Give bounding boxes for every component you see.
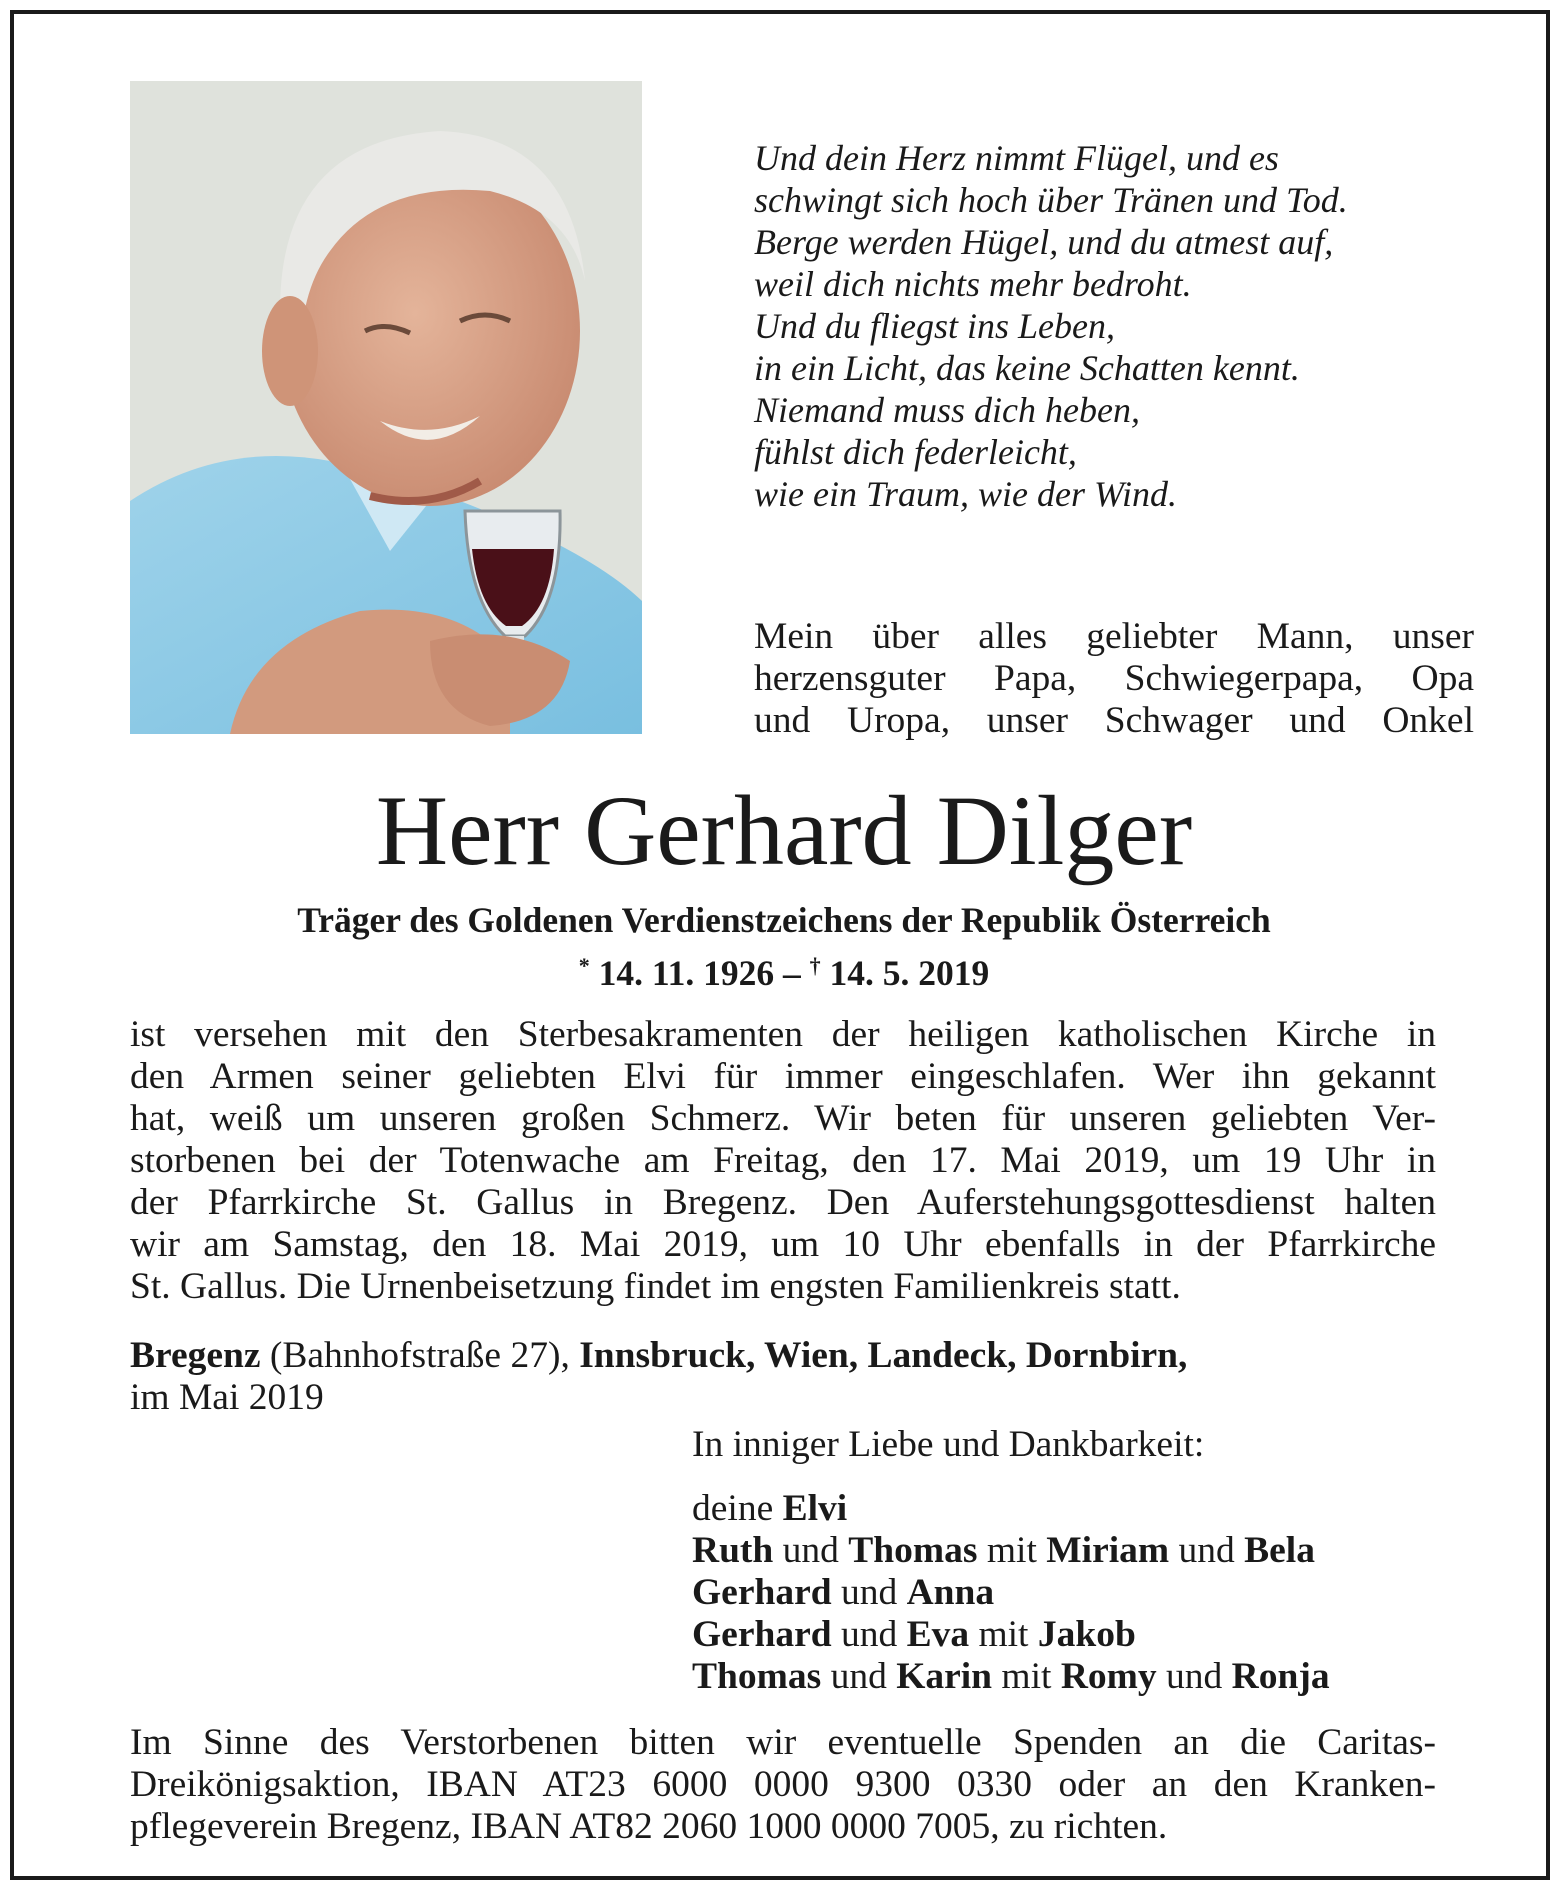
signature-heading: In inniger Liebe und Dankbarkeit: <box>692 1424 1205 1465</box>
signature-name: Thomas <box>848 1530 978 1571</box>
portrait-photo-icon <box>130 81 642 734</box>
signature-name: Anna <box>906 1572 995 1613</box>
date-separator: – <box>783 953 801 993</box>
signature-line <box>692 1656 1452 1698</box>
signature-name: Eva <box>906 1614 970 1655</box>
signature-word: mit <box>978 1614 1029 1655</box>
main-text-line: hat, weiß um unseren großen Schmerz. Wir beten für unseren geliebten Ver- <box>130 1098 1436 1139</box>
signature-word: mit <box>986 1530 1037 1571</box>
donation-line: pflegeverein Bregenz, IBAN AT82 2060 1000 0000 7005, zu richten. <box>130 1806 1168 1847</box>
signature-name: Ruth <box>692 1530 774 1571</box>
signature-name: Karin <box>896 1656 993 1697</box>
place-date: im Mai 2019 <box>130 1377 324 1418</box>
signature-name: Gerhard <box>692 1614 832 1655</box>
signature-word: und <box>1178 1530 1235 1571</box>
main-text-line: wir am Samstag, den 18. Mai 2019, um 10 Uhr ebenfalls in der Pfarrkirche <box>130 1224 1436 1265</box>
signature-name: Jakob <box>1037 1614 1136 1655</box>
signature-line <box>692 1572 1452 1614</box>
place-and-date <box>130 1335 1436 1419</box>
donation-text <box>130 1722 1436 1848</box>
signature-line <box>692 1530 1452 1572</box>
signature-word: und <box>840 1572 898 1613</box>
signature-name: Elvi <box>782 1488 848 1529</box>
death-date: 14. 5. 2019 <box>829 953 990 993</box>
signature-name: Gerhard <box>692 1572 832 1613</box>
poem-line: Niemand muss dich heben, <box>754 390 1140 430</box>
signature-word: und <box>1166 1656 1223 1697</box>
place-city: Bregenz <box>130 1335 261 1376</box>
deceased-name: Herr Gerhard Dilger <box>375 775 1193 886</box>
signature-name: Bela <box>1244 1530 1315 1571</box>
signature-block <box>692 1424 1452 1698</box>
signature-name: Thomas <box>692 1656 822 1697</box>
poem-line: in ein Licht, das keine Schatten kennt. <box>754 348 1300 388</box>
signature-word: mit <box>1001 1656 1052 1697</box>
signature-word: und <box>782 1530 839 1571</box>
signature-word: und <box>830 1656 887 1697</box>
place-line <box>130 1335 1436 1377</box>
main-text-line: storbenen bei der Totenwache am Freitag, den 17. Mai 2019, um 19 Uhr in <box>130 1140 1436 1181</box>
donation-line: Dreikönigsaktion, IBAN AT23 6000 0000 9300 0330 oder an den Kranken- <box>130 1764 1436 1805</box>
poem-line: weil dich nichts mehr bedroht. <box>754 264 1192 304</box>
signature-name: Ronja <box>1231 1656 1330 1697</box>
signature-line <box>692 1488 1452 1530</box>
portrait-photo <box>130 81 642 734</box>
signature-word: und <box>840 1614 898 1655</box>
poem-line: fühlst dich federleicht, <box>754 432 1077 472</box>
main-text-line: ist versehen mit den Sterbesakramenten der heiligen katholischen Kirche in <box>130 1014 1436 1055</box>
death-symbol: † <box>809 953 821 978</box>
poem-line: Und du fliegst ins Leben, <box>754 306 1115 346</box>
life-dates <box>0 945 1568 994</box>
intro-line: und Uropa, unser Schwager und Onkel <box>754 700 1474 741</box>
signature-word: deine <box>692 1488 774 1529</box>
place-other-cities: Innsbruck, Wien, Landeck, Dornbirn, <box>579 1335 1188 1376</box>
main-text-line: St. Gallus. Die Urnenbeisetzung findet im engsten Familienkreis statt. <box>130 1266 1181 1307</box>
honor-line: Träger des Goldenen Verdienstzeichens der Republik Österreich <box>297 900 1271 940</box>
poem-line: wie ein Traum, wie der Wind. <box>754 474 1177 514</box>
poem-line: schwingt sich hoch über Tränen und Tod. <box>754 180 1348 220</box>
intro-text <box>754 616 1474 742</box>
poem <box>754 137 1474 515</box>
poem-line: Berge werden Hügel, und du atmest auf, <box>754 222 1334 262</box>
intro-line: Mein über alles geliebter Mann, unser <box>754 616 1474 657</box>
signature-name: Romy <box>1060 1656 1157 1697</box>
main-text-line: der Pfarrkirche St. Gallus in Bregenz. Den Auferstehungsgottesdienst halten <box>130 1182 1436 1223</box>
intro-line: herzensguter Papa, Schwiegerpapa, Opa <box>754 658 1474 699</box>
place-address: (Bahnhofstraße 27), <box>269 1335 570 1376</box>
donation-line: Im Sinne des Verstorbenen bitten wir eventuelle Spenden an die Caritas- <box>130 1722 1436 1763</box>
poem-line: Und dein Herz nimmt Flügel, und es <box>754 138 1279 178</box>
main-text-line: den Armen seiner geliebten Elvi für immer eingeschlafen. Wer ihn gekannt <box>130 1056 1436 1097</box>
birth-symbol: * <box>578 953 590 978</box>
signature-name: Miriam <box>1046 1530 1170 1571</box>
main-text <box>130 1014 1436 1308</box>
signature-line <box>692 1614 1452 1656</box>
birth-date: 14. 11. 1926 <box>598 953 775 993</box>
